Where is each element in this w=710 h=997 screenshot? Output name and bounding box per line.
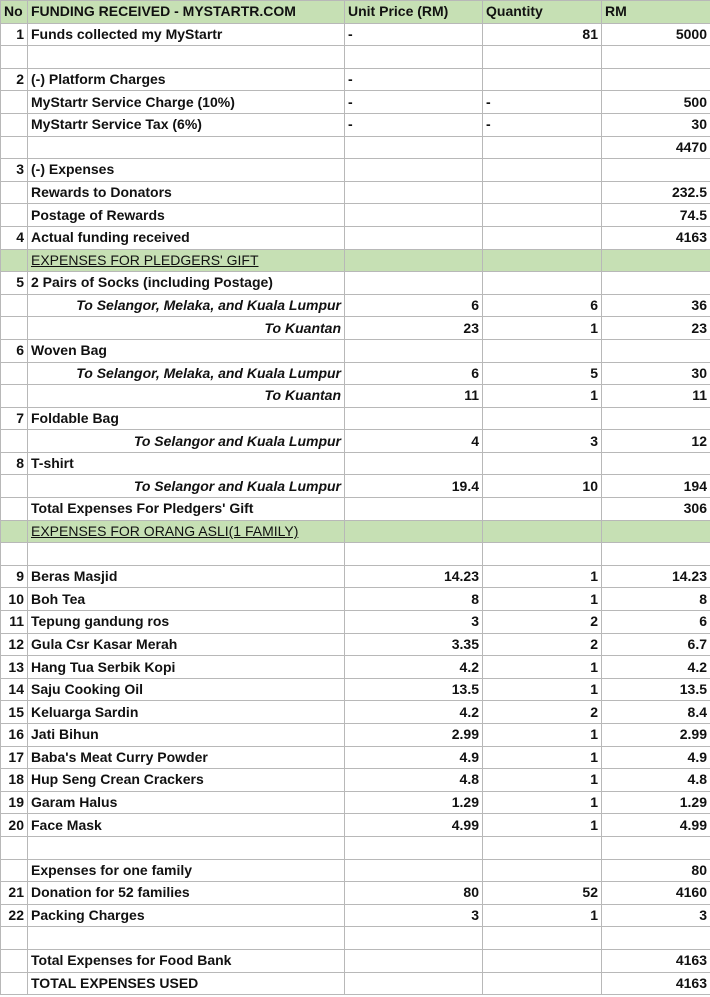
- row-quantity[interactable]: 1: [483, 791, 602, 814]
- header-rm[interactable]: RM: [602, 1, 710, 24]
- empty-cell[interactable]: [28, 927, 345, 950]
- empty-cell[interactable]: [1, 91, 28, 114]
- row-label[interactable]: (-) Platform Charges: [28, 68, 345, 91]
- blank-row: [1, 836, 710, 859]
- blank-row: [1, 543, 710, 566]
- empty-cell[interactable]: [1, 136, 28, 159]
- empty-cell[interactable]: [345, 181, 483, 204]
- empty-cell[interactable]: [483, 949, 602, 972]
- empty-cell[interactable]: [345, 272, 483, 295]
- row-rm[interactable]: 2.99: [602, 724, 710, 747]
- row-label[interactable]: Tepung gandung ros: [28, 611, 345, 634]
- row-unit-price[interactable]: 13.5: [345, 678, 483, 701]
- empty-cell[interactable]: [1, 204, 28, 227]
- row-rm[interactable]: 4163: [602, 972, 710, 995]
- row-label[interactable]: 2 Pairs of Socks (including Postage): [28, 272, 345, 295]
- table-row: [1, 678, 710, 701]
- row-unit-price[interactable]: 4: [345, 430, 483, 453]
- empty-cell[interactable]: [483, 159, 602, 182]
- table-row: [1, 882, 710, 905]
- empty-cell[interactable]: [602, 520, 710, 543]
- row-rm[interactable]: 4163: [602, 226, 710, 249]
- table-row: [1, 904, 710, 927]
- row-quantity[interactable]: 2: [483, 633, 602, 656]
- empty-cell[interactable]: [345, 136, 483, 159]
- row-label[interactable]: MyStartr Service Tax (6%): [28, 113, 345, 136]
- row-unit-price[interactable]: 4.2: [345, 656, 483, 679]
- table-row: [1, 385, 710, 408]
- table-row: [1, 91, 710, 114]
- row-unit-price[interactable]: 80: [345, 882, 483, 905]
- empty-cell[interactable]: [345, 452, 483, 475]
- row-unit-price[interactable]: 3: [345, 611, 483, 634]
- empty-cell[interactable]: [602, 46, 710, 69]
- subtotal-rm[interactable]: 4470: [602, 136, 710, 159]
- row-label[interactable]: Hup Seng Crean Crackers: [28, 769, 345, 792]
- empty-cell[interactable]: [483, 272, 602, 295]
- table-row: [1, 769, 710, 792]
- row-label[interactable]: Baba's Meat Curry Powder: [28, 746, 345, 769]
- empty-cell[interactable]: [345, 249, 483, 272]
- table-row: [1, 611, 710, 634]
- table-row: [1, 181, 710, 204]
- table-row: [1, 701, 710, 724]
- row-rm[interactable]: 12: [602, 430, 710, 453]
- row-no[interactable]: 9: [1, 565, 28, 588]
- empty-cell[interactable]: [483, 204, 602, 227]
- table-row: [1, 724, 710, 747]
- table-row: [1, 272, 710, 295]
- row-rm[interactable]: 500: [602, 91, 710, 114]
- empty-cell[interactable]: [1, 475, 28, 498]
- empty-cell[interactable]: [1, 46, 28, 69]
- empty-cell[interactable]: [1, 362, 28, 385]
- total-row-expenses-used: [1, 972, 710, 995]
- blank-row: [1, 927, 710, 950]
- row-label[interactable]: Face Mask: [28, 814, 345, 837]
- row-no[interactable]: 11: [1, 611, 28, 634]
- section-row-orang-asli: [1, 520, 710, 543]
- row-label[interactable]: To Selangor and Kuala Lumpur: [28, 475, 345, 498]
- empty-cell[interactable]: [345, 520, 483, 543]
- row-label[interactable]: To Kuantan: [28, 317, 345, 340]
- row-quantity[interactable]: 10: [483, 475, 602, 498]
- table-row: [1, 791, 710, 814]
- table-row: [1, 814, 710, 837]
- row-unit-price[interactable]: 8: [345, 588, 483, 611]
- empty-cell[interactable]: [602, 68, 710, 91]
- row-rm[interactable]: 8.4: [602, 701, 710, 724]
- empty-cell[interactable]: [345, 836, 483, 859]
- empty-cell[interactable]: [483, 520, 602, 543]
- row-label[interactable]: Total Expenses for Food Bank: [28, 949, 345, 972]
- table-row: [1, 68, 710, 91]
- row-unit-price[interactable]: 6: [345, 362, 483, 385]
- row-label[interactable]: To Selangor and Kuala Lumpur: [28, 430, 345, 453]
- empty-cell[interactable]: [345, 159, 483, 182]
- row-rm[interactable]: 306: [602, 498, 710, 521]
- row-unit-price[interactable]: 4.9: [345, 746, 483, 769]
- row-label[interactable]: Garam Halus: [28, 791, 345, 814]
- row-no[interactable]: 21: [1, 882, 28, 905]
- empty-cell[interactable]: [345, 407, 483, 430]
- empty-cell[interactable]: [1, 294, 28, 317]
- row-unit-price[interactable]: 23: [345, 317, 483, 340]
- row-rm[interactable]: 6: [602, 611, 710, 634]
- section-row-pledgers-gift: [1, 249, 710, 272]
- table-row: [1, 113, 710, 136]
- empty-cell[interactable]: [28, 543, 345, 566]
- row-rm[interactable]: 4163: [602, 949, 710, 972]
- row-quantity[interactable]: -: [483, 113, 602, 136]
- header-title[interactable]: FUNDING RECEIVED - MYSTARTR.COM: [28, 1, 345, 24]
- empty-cell[interactable]: [1, 859, 28, 882]
- row-quantity[interactable]: 1: [483, 385, 602, 408]
- row-unit-price[interactable]: -: [345, 113, 483, 136]
- row-unit-price[interactable]: 19.4: [345, 475, 483, 498]
- empty-cell[interactable]: [483, 226, 602, 249]
- row-label[interactable]: Actual funding received: [28, 226, 345, 249]
- empty-cell[interactable]: [1, 430, 28, 453]
- row-no[interactable]: 14: [1, 678, 28, 701]
- empty-cell[interactable]: [1, 927, 28, 950]
- row-quantity[interactable]: -: [483, 91, 602, 114]
- table-row: [1, 362, 710, 385]
- row-label[interactable]: Beras Masjid: [28, 565, 345, 588]
- empty-cell[interactable]: [483, 927, 602, 950]
- row-rm[interactable]: 5000: [602, 23, 710, 46]
- empty-cell[interactable]: [483, 46, 602, 69]
- row-unit-price[interactable]: 1.29: [345, 791, 483, 814]
- row-label[interactable]: Jati Bihun: [28, 724, 345, 747]
- row-label[interactable]: Keluarga Sardin: [28, 701, 345, 724]
- empty-cell[interactable]: [602, 159, 710, 182]
- empty-cell[interactable]: [1, 972, 28, 995]
- empty-cell[interactable]: [1, 520, 28, 543]
- table-row: [1, 633, 710, 656]
- row-label[interactable]: Boh Tea: [28, 588, 345, 611]
- empty-cell[interactable]: [345, 46, 483, 69]
- row-quantity[interactable]: 2: [483, 701, 602, 724]
- empty-cell[interactable]: [345, 543, 483, 566]
- row-quantity[interactable]: 1: [483, 724, 602, 747]
- table-row: [1, 565, 710, 588]
- empty-cell[interactable]: [483, 407, 602, 430]
- row-unit-price[interactable]: 11: [345, 385, 483, 408]
- row-label[interactable]: Woven Bag: [28, 339, 345, 362]
- row-no[interactable]: 10: [1, 588, 28, 611]
- row-unit-price[interactable]: 3.35: [345, 633, 483, 656]
- table-row: [1, 23, 710, 46]
- row-rm[interactable]: 80: [602, 859, 710, 882]
- row-rm[interactable]: 4.8: [602, 769, 710, 792]
- empty-cell[interactable]: [483, 543, 602, 566]
- empty-cell[interactable]: [1, 949, 28, 972]
- subtotal-row-one-family: [1, 859, 710, 882]
- row-rm[interactable]: 74.5: [602, 204, 710, 227]
- empty-cell[interactable]: [602, 272, 710, 295]
- row-rm[interactable]: 36: [602, 294, 710, 317]
- row-quantity[interactable]: 3: [483, 430, 602, 453]
- row-quantity[interactable]: 81: [483, 23, 602, 46]
- empty-cell[interactable]: [602, 836, 710, 859]
- row-quantity[interactable]: 1: [483, 317, 602, 340]
- row-no[interactable]: 19: [1, 791, 28, 814]
- empty-cell[interactable]: [1, 181, 28, 204]
- row-unit-price[interactable]: 4.8: [345, 769, 483, 792]
- row-rm[interactable]: 4160: [602, 882, 710, 905]
- row-label[interactable]: To Selangor, Melaka, and Kuala Lumpur: [28, 294, 345, 317]
- empty-cell[interactable]: [483, 452, 602, 475]
- row-no[interactable]: 2: [1, 68, 28, 91]
- table-row: [1, 475, 710, 498]
- empty-cell[interactable]: [602, 407, 710, 430]
- empty-cell[interactable]: [483, 859, 602, 882]
- section-title-text: EXPENSES FOR ORANG ASLI(1 FAMILY): [31, 522, 299, 539]
- empty-cell[interactable]: [1, 113, 28, 136]
- row-label[interactable]: Packing Charges: [28, 904, 345, 927]
- row-rm[interactable]: 11: [602, 385, 710, 408]
- total-row-food-bank: [1, 949, 710, 972]
- empty-cell[interactable]: [602, 927, 710, 950]
- row-unit-price[interactable]: 3: [345, 904, 483, 927]
- empty-cell[interactable]: [28, 136, 345, 159]
- row-label[interactable]: Donation for 52 families: [28, 882, 345, 905]
- row-label[interactable]: TOTAL EXPENSES USED: [28, 972, 345, 995]
- table-row: [1, 588, 710, 611]
- row-quantity[interactable]: 2: [483, 611, 602, 634]
- row-label[interactable]: Gula Csr Kasar Merah: [28, 633, 345, 656]
- row-label[interactable]: Rewards to Donators: [28, 181, 345, 204]
- table-row: [1, 294, 710, 317]
- row-rm[interactable]: 14.23: [602, 565, 710, 588]
- row-unit-price[interactable]: 14.23: [345, 565, 483, 588]
- row-rm[interactable]: 13.5: [602, 678, 710, 701]
- row-rm[interactable]: 4.99: [602, 814, 710, 837]
- row-quantity[interactable]: 52: [483, 882, 602, 905]
- row-rm[interactable]: 8: [602, 588, 710, 611]
- section-title[interactable]: [28, 520, 345, 543]
- row-rm[interactable]: 4.2: [602, 656, 710, 679]
- empty-cell[interactable]: [345, 949, 483, 972]
- row-label[interactable]: To Kuantan: [28, 385, 345, 408]
- row-label[interactable]: Hang Tua Serbik Kopi: [28, 656, 345, 679]
- row-rm[interactable]: 3: [602, 904, 710, 927]
- empty-cell[interactable]: [345, 972, 483, 995]
- row-unit-price[interactable]: 4.99: [345, 814, 483, 837]
- empty-cell[interactable]: [602, 339, 710, 362]
- row-unit-price[interactable]: -: [345, 68, 483, 91]
- table-row: [1, 656, 710, 679]
- row-quantity[interactable]: 5: [483, 362, 602, 385]
- empty-cell[interactable]: [483, 136, 602, 159]
- row-no[interactable]: 5: [1, 272, 28, 295]
- empty-cell[interactable]: [602, 543, 710, 566]
- row-unit-price[interactable]: 4.2: [345, 701, 483, 724]
- subtotal-row: [1, 136, 710, 159]
- row-label[interactable]: Total Expenses For Pledgers' Gift: [28, 498, 345, 521]
- empty-cell[interactable]: [345, 204, 483, 227]
- row-no[interactable]: 17: [1, 746, 28, 769]
- total-row-pledgers-gift: [1, 498, 710, 521]
- header-quantity[interactable]: Quantity: [483, 1, 602, 24]
- row-quantity[interactable]: 1: [483, 656, 602, 679]
- empty-cell[interactable]: [1, 498, 28, 521]
- table-row: [1, 746, 710, 769]
- row-rm[interactable]: 4.9: [602, 746, 710, 769]
- empty-cell[interactable]: [345, 339, 483, 362]
- header-row: [1, 1, 710, 24]
- empty-cell[interactable]: [1, 385, 28, 408]
- table-row: [1, 339, 710, 362]
- table-row: [1, 407, 710, 430]
- empty-cell[interactable]: [602, 452, 710, 475]
- row-rm[interactable]: 1.29: [602, 791, 710, 814]
- row-no[interactable]: 8: [1, 452, 28, 475]
- row-label[interactable]: T-shirt: [28, 452, 345, 475]
- table-row: [1, 430, 710, 453]
- empty-cell[interactable]: [345, 498, 483, 521]
- row-label[interactable]: To Selangor, Melaka, and Kuala Lumpur: [28, 362, 345, 385]
- row-no[interactable]: 4: [1, 226, 28, 249]
- row-no[interactable]: 3: [1, 159, 28, 182]
- section-title-text: EXPENSES FOR PLEDGERS' GIFT: [31, 251, 259, 268]
- row-quantity[interactable]: 1: [483, 904, 602, 927]
- row-rm[interactable]: 30: [602, 362, 710, 385]
- row-label[interactable]: Postage of Rewards: [28, 204, 345, 227]
- row-rm[interactable]: 6.7: [602, 633, 710, 656]
- row-rm[interactable]: 30: [602, 113, 710, 136]
- empty-cell[interactable]: [602, 249, 710, 272]
- row-label[interactable]: Funds collected my MyStartr: [28, 23, 345, 46]
- header-no[interactable]: No: [1, 1, 28, 24]
- empty-cell[interactable]: [483, 181, 602, 204]
- row-rm[interactable]: 23: [602, 317, 710, 340]
- row-label[interactable]: Foldable Bag: [28, 407, 345, 430]
- row-quantity[interactable]: 1: [483, 814, 602, 837]
- row-label[interactable]: (-) Expenses: [28, 159, 345, 182]
- row-unit-price[interactable]: 2.99: [345, 724, 483, 747]
- empty-cell[interactable]: [345, 226, 483, 249]
- empty-cell[interactable]: [483, 836, 602, 859]
- row-quantity[interactable]: 1: [483, 678, 602, 701]
- blank-row: [1, 46, 710, 69]
- row-rm[interactable]: 194: [602, 475, 710, 498]
- table-row: [1, 159, 710, 182]
- section-title[interactable]: [28, 249, 345, 272]
- row-no[interactable]: 20: [1, 814, 28, 837]
- row-no[interactable]: 15: [1, 701, 28, 724]
- row-no[interactable]: 1: [1, 23, 28, 46]
- empty-cell[interactable]: [28, 46, 345, 69]
- row-label[interactable]: Expenses for one family: [28, 859, 345, 882]
- table-row: [1, 317, 710, 340]
- row-no[interactable]: 7: [1, 407, 28, 430]
- empty-cell[interactable]: [483, 68, 602, 91]
- row-no[interactable]: 18: [1, 769, 28, 792]
- table-row: [1, 452, 710, 475]
- empty-cell[interactable]: [483, 339, 602, 362]
- empty-cell[interactable]: [483, 972, 602, 995]
- empty-cell[interactable]: [1, 317, 28, 340]
- empty-cell[interactable]: [1, 249, 28, 272]
- empty-cell[interactable]: [1, 543, 28, 566]
- table-row: [1, 204, 710, 227]
- header-unit-price[interactable]: Unit Price (RM): [345, 1, 483, 24]
- row-no[interactable]: 12: [1, 633, 28, 656]
- row-no[interactable]: 13: [1, 656, 28, 679]
- row-rm[interactable]: 232.5: [602, 181, 710, 204]
- table-row: [1, 226, 710, 249]
- row-quantity[interactable]: 6: [483, 294, 602, 317]
- row-unit-price[interactable]: -: [345, 91, 483, 114]
- row-quantity[interactable]: 1: [483, 588, 602, 611]
- empty-cell[interactable]: [1, 836, 28, 859]
- row-no[interactable]: 6: [1, 339, 28, 362]
- row-quantity[interactable]: 1: [483, 565, 602, 588]
- row-label[interactable]: MyStartr Service Charge (10%): [28, 91, 345, 114]
- row-quantity[interactable]: 1: [483, 746, 602, 769]
- empty-cell[interactable]: [345, 859, 483, 882]
- row-label[interactable]: Saju Cooking Oil: [28, 678, 345, 701]
- row-unit-price[interactable]: 6: [345, 294, 483, 317]
- empty-cell[interactable]: [345, 927, 483, 950]
- empty-cell[interactable]: [28, 836, 345, 859]
- empty-cell[interactable]: [483, 249, 602, 272]
- row-no[interactable]: 16: [1, 724, 28, 747]
- empty-cell[interactable]: [483, 498, 602, 521]
- row-quantity[interactable]: 1: [483, 769, 602, 792]
- row-unit-price[interactable]: -: [345, 23, 483, 46]
- row-no[interactable]: 22: [1, 904, 28, 927]
